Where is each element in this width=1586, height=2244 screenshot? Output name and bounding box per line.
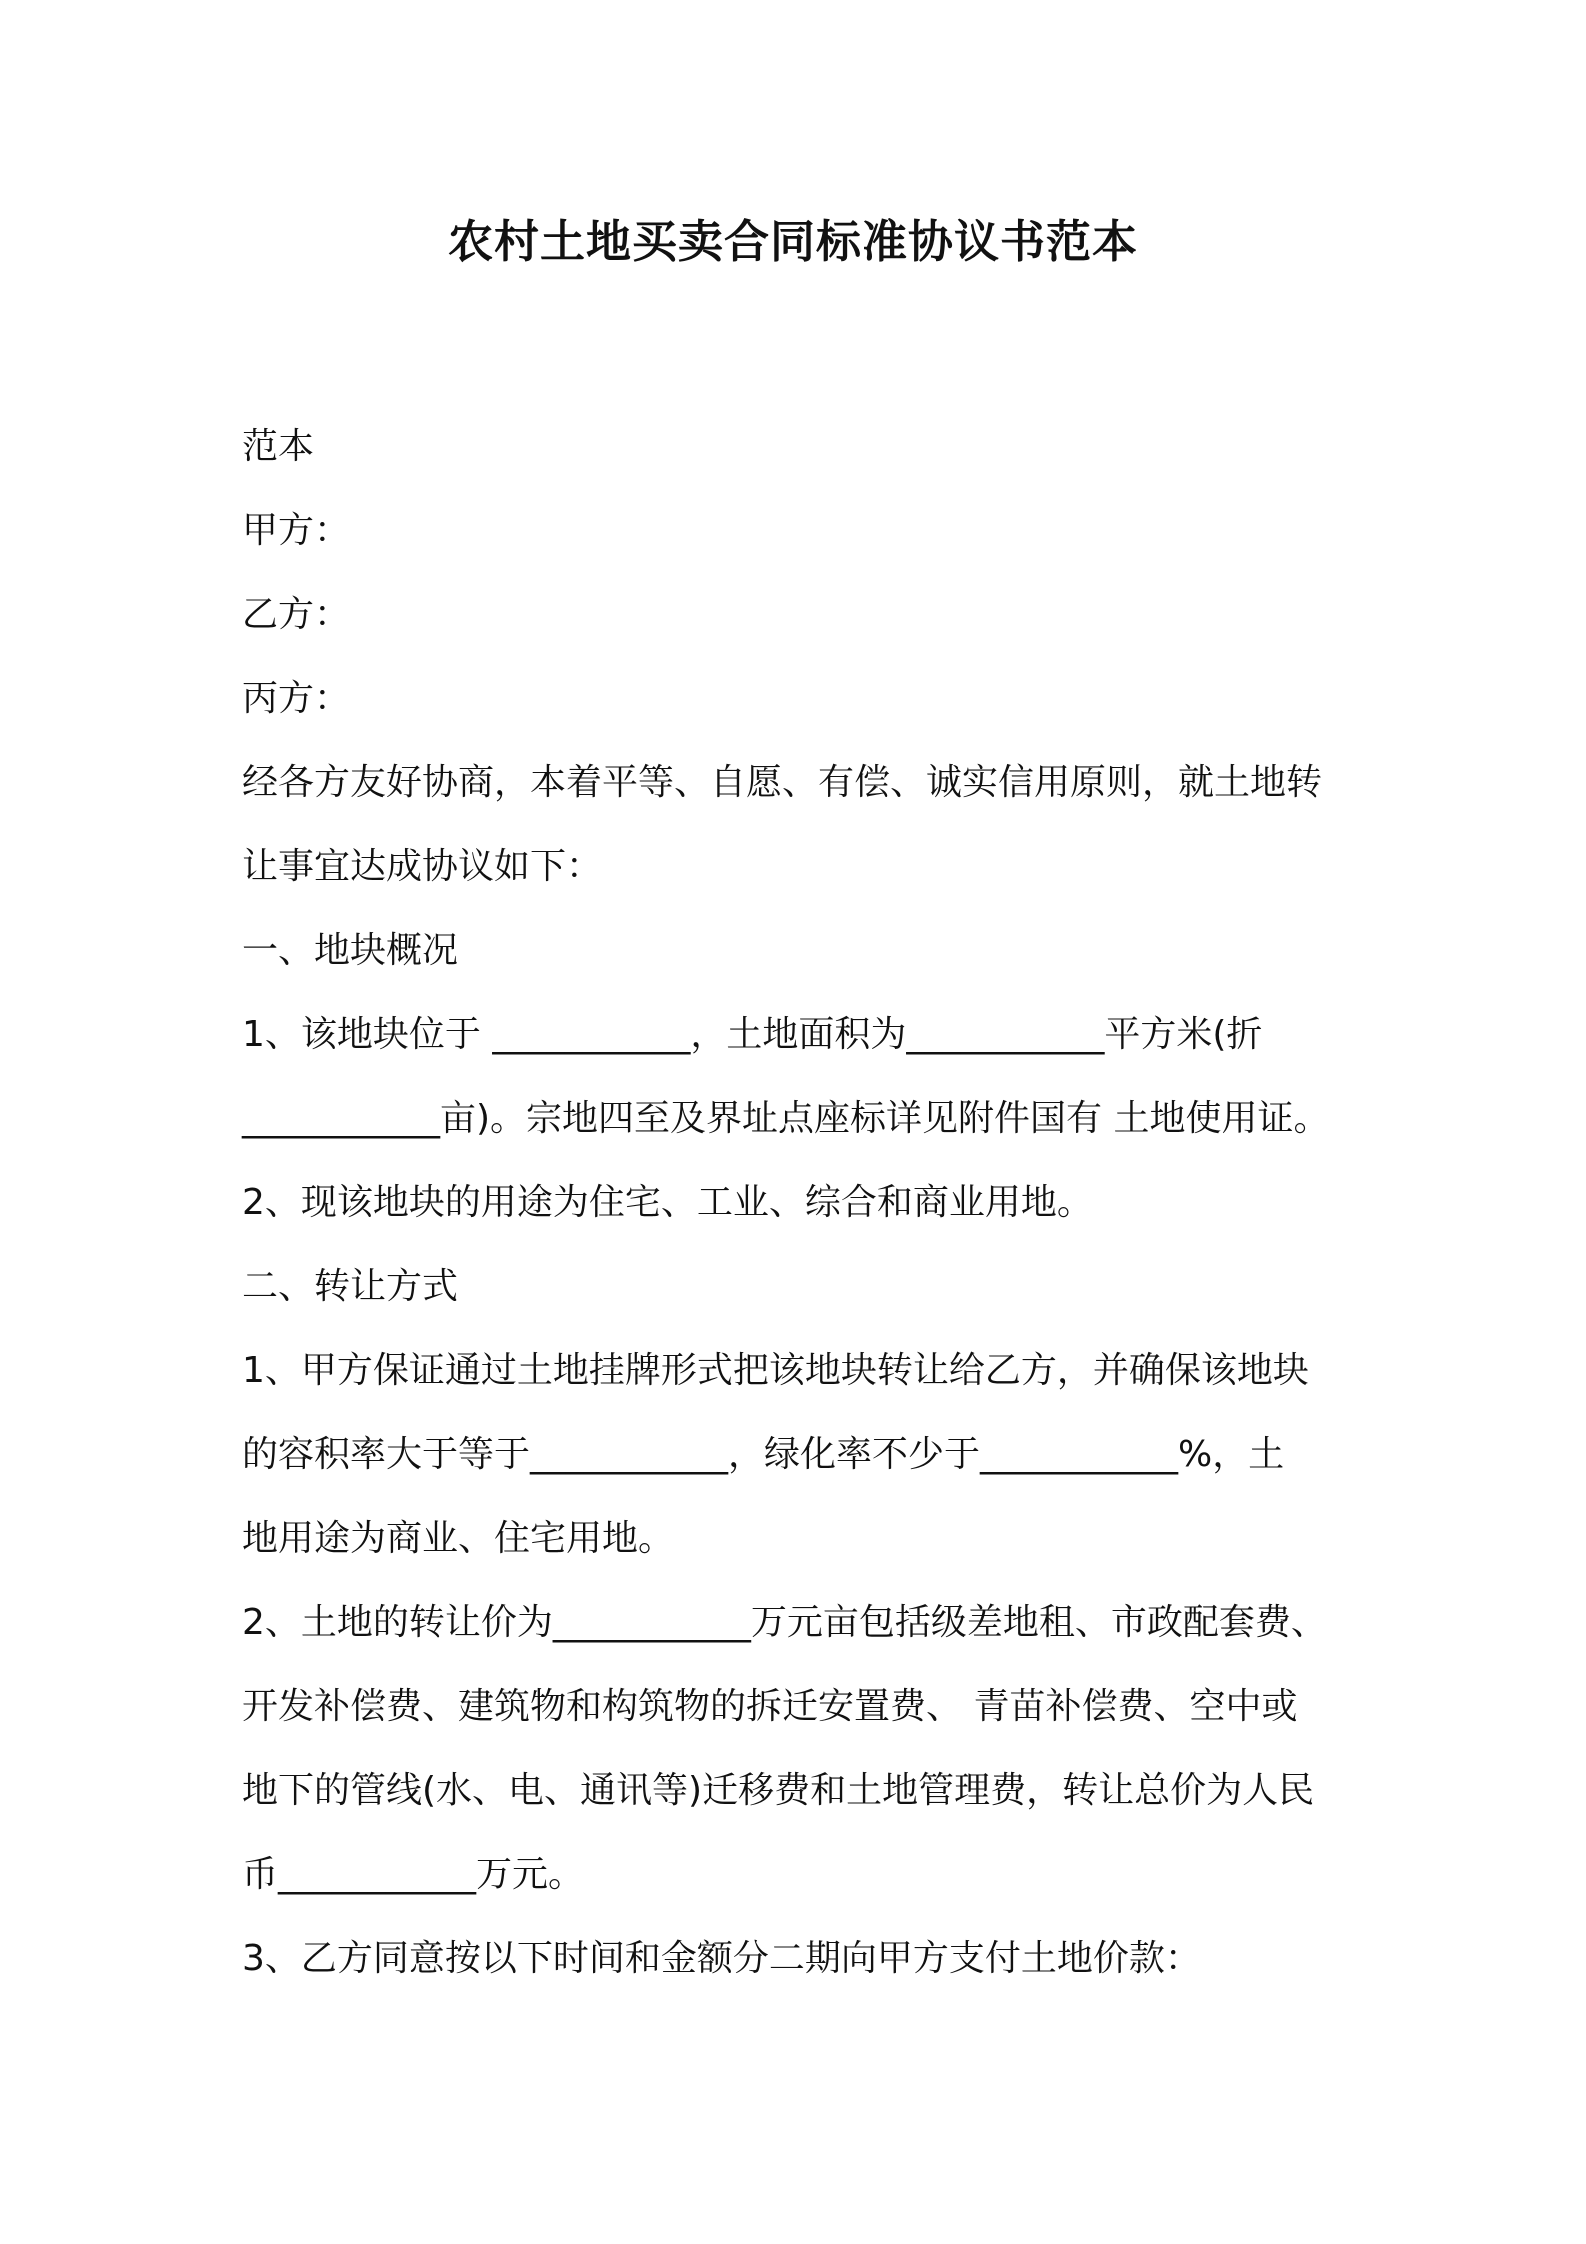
- party-b-line: 乙方：: [242, 594, 351, 635]
- party-c-line: 丙方：: [242, 678, 351, 719]
- text-line-template-label: 范本: [242, 426, 315, 467]
- party-a-line: 甲方：: [242, 510, 351, 551]
- clause-1-1-line-1: 1、该地块位于 ___________，土地面积为___________平方米(折: [242, 1014, 1263, 1055]
- clause-1-1-line-2: ___________亩)。宗地四至及界址点座标详见附件国有 土地使用证。: [242, 1098, 1330, 1139]
- clause-2-2-line-2: 开发补偿费、建筑物和构筑物的拆迁安置费、 青苗补偿费、空中或: [242, 1686, 1298, 1727]
- clause-2-1-line-1: 1、甲方保证通过土地挂牌形式把该地块转让给乙方，并确保该地块: [242, 1350, 1309, 1391]
- document-body: [242, 405, 1360, 2001]
- clause-2-2-line-4: 币___________万元。: [242, 1854, 585, 1895]
- section-heading-land-overview: 一、地块概况: [242, 930, 459, 971]
- clause-2-1-line-3: 地用途为商业、住宅用地。: [242, 1518, 675, 1559]
- clause-2-2-line-1: 2、土地的转让价为___________万元亩包括级差地租、市政配套费、: [242, 1602, 1327, 1643]
- clause-2-2-line-3: 地下的管线(水、电、通讯等)迁移费和土地管理费，转让总价为人民: [242, 1770, 1315, 1811]
- clause-2-3: 3、乙方同意按以下时间和金额分二期向甲方支付土地价款：: [242, 1938, 1201, 1979]
- preamble-line-2: 让事宜达成协议如下：: [242, 846, 603, 887]
- preamble-line-1: 经各方友好协商，本着平等、自愿、有偿、诚实信用原则，就土地转: [242, 762, 1323, 803]
- section-heading-transfer-method: 二、转让方式: [242, 1266, 459, 1307]
- clause-2-1-line-2: 的容积率大于等于___________，绿化率不少于___________%，土: [242, 1434, 1285, 1475]
- document-title: 农村土地买卖合同标准协议书范本: [447, 215, 1138, 268]
- clause-1-2: 2、现该地块的用途为住宅、工业、综合和商业用地。: [242, 1182, 1093, 1223]
